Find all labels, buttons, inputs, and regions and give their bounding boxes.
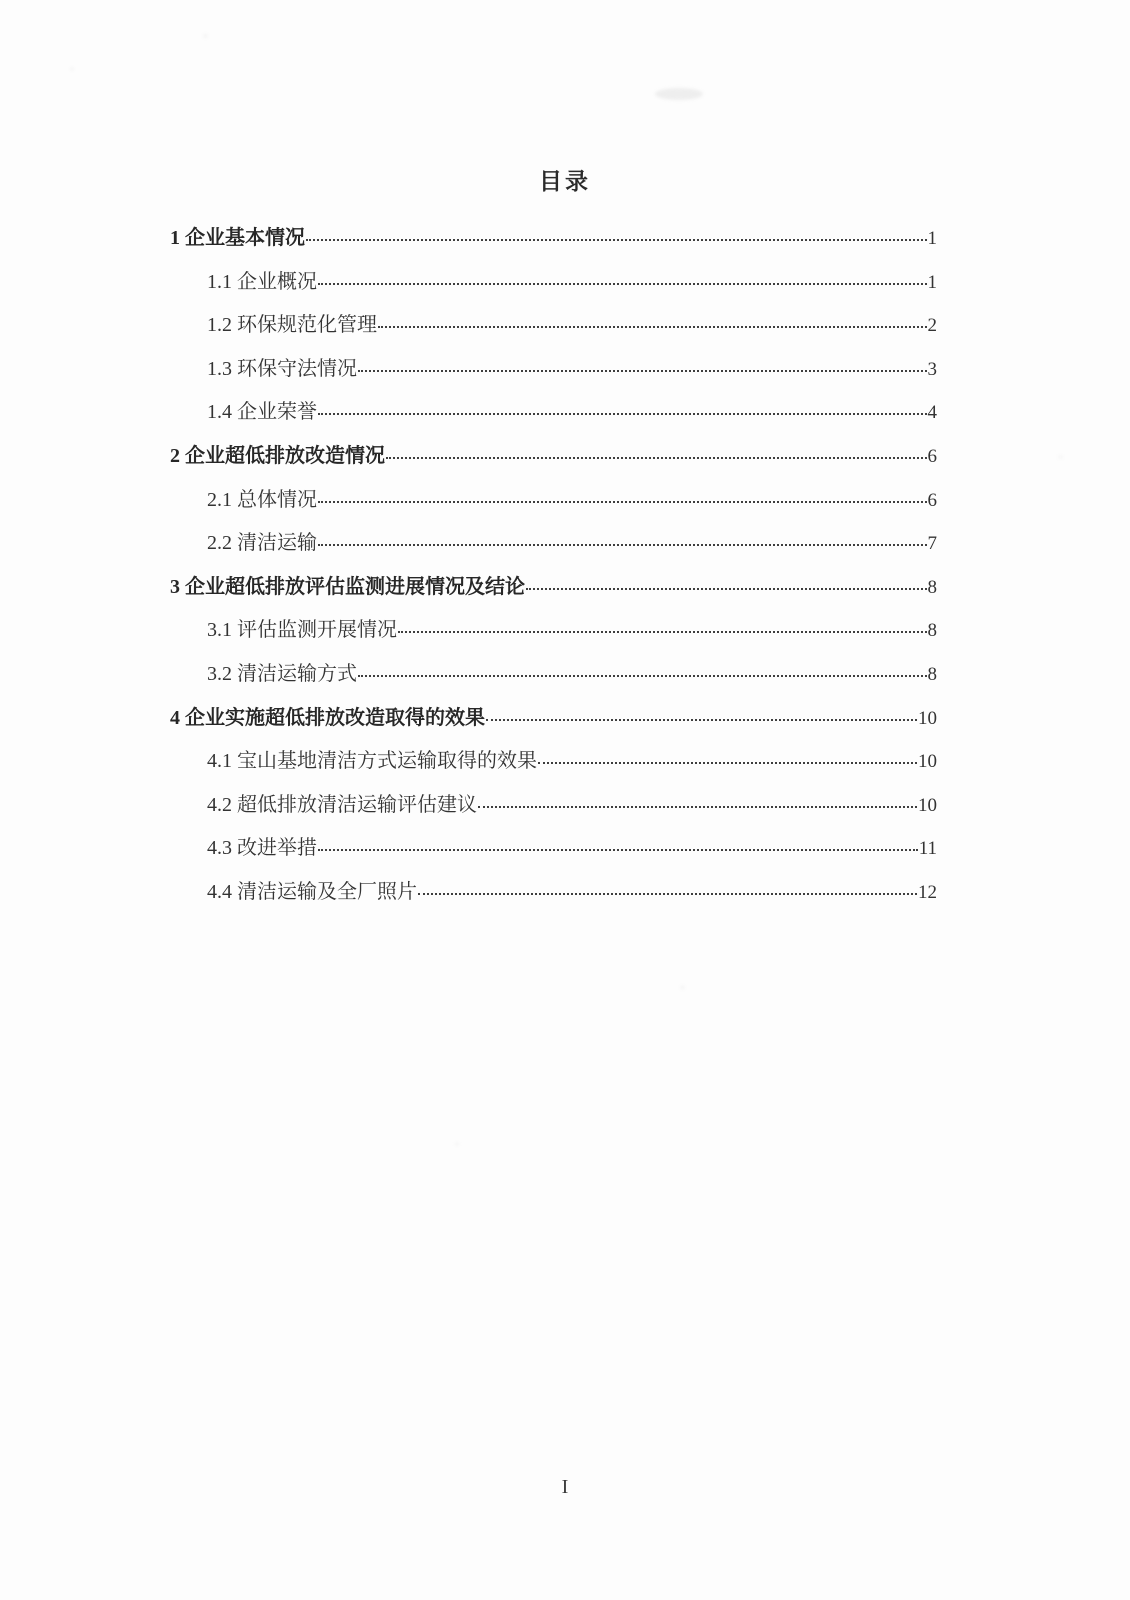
toc-list bbox=[170, 221, 937, 919]
toc-entry-label: 4.1 宝山基地清洁方式运输取得的效果 bbox=[207, 750, 537, 773]
toc-entry bbox=[170, 308, 937, 352]
toc-entry-label: 3.1 评估监测开展情况 bbox=[207, 619, 397, 642]
toc-entry bbox=[170, 352, 937, 396]
toc-leader-dots bbox=[526, 588, 927, 590]
toc-entry-label: 4.2 超低排放清洁运输评估建议 bbox=[207, 793, 477, 816]
toc-entry-page: 12 bbox=[918, 881, 937, 903]
toc-entry bbox=[170, 831, 937, 875]
toc-entry-page: 10 bbox=[918, 707, 937, 729]
toc-entry bbox=[170, 526, 937, 570]
scan-speck bbox=[455, 1142, 459, 1146]
toc-entry-label: 4.3 改进举措 bbox=[207, 837, 317, 860]
toc-entry bbox=[170, 221, 937, 265]
toc-leader-dots bbox=[478, 806, 917, 808]
toc-entry bbox=[170, 613, 937, 657]
toc-entry-page: 3 bbox=[927, 358, 937, 380]
toc-entry-label: 2 企业超低排放改造情况 bbox=[170, 444, 385, 467]
toc-entry-label: 1.3 环保守法情况 bbox=[207, 357, 357, 380]
toc-entry-label: 1.1 企业概况 bbox=[207, 270, 317, 293]
toc-entry-page: 6 bbox=[927, 489, 937, 511]
toc-leader-dots bbox=[318, 501, 927, 503]
toc-entry-page: 8 bbox=[927, 663, 937, 685]
toc-entry-page: 4 bbox=[927, 402, 937, 424]
toc-entry bbox=[170, 570, 937, 614]
toc-entry bbox=[170, 439, 937, 483]
toc-entry-page: 10 bbox=[918, 794, 937, 816]
scan-speck bbox=[680, 985, 685, 990]
toc-entry-label: 1.2 环保规范化管理 bbox=[207, 314, 377, 337]
toc-entry bbox=[170, 788, 937, 832]
toc-leader-dots bbox=[358, 370, 927, 372]
toc-entry-page: 2 bbox=[927, 315, 937, 337]
toc-entry-label: 4.4 清洁运输及全厂照片 bbox=[207, 880, 417, 903]
toc-entry-label: 3.2 清洁运输方式 bbox=[207, 662, 357, 685]
toc-leader-dots bbox=[318, 849, 918, 851]
page-number-footer: I bbox=[561, 1476, 569, 1498]
toc-entry-page: 8 bbox=[927, 620, 937, 642]
toc-entry bbox=[170, 875, 937, 919]
scan-smudge bbox=[655, 88, 703, 100]
toc-leader-dots bbox=[318, 283, 927, 285]
toc-leader-dots bbox=[358, 675, 927, 677]
toc-entry bbox=[170, 701, 937, 745]
scan-speck bbox=[70, 67, 74, 71]
toc-leader-dots bbox=[486, 719, 917, 721]
toc-leader-dots bbox=[418, 893, 917, 895]
toc-leader-dots bbox=[386, 457, 927, 459]
toc-leader-dots bbox=[318, 544, 927, 546]
toc-entry-label: 2.2 清洁运输 bbox=[207, 532, 317, 555]
toc-entry bbox=[170, 395, 937, 439]
toc-entry-page: 1 bbox=[927, 271, 937, 293]
toc-entry-label: 4 企业实施超低排放改造取得的效果 bbox=[170, 706, 485, 729]
toc-entry-page: 7 bbox=[927, 533, 937, 555]
toc-entry bbox=[170, 483, 937, 527]
toc-entry-label: 2.1 总体情况 bbox=[207, 488, 317, 511]
toc-entry-page: 11 bbox=[918, 838, 937, 860]
toc-entry-label: 3 企业超低排放评估监测进展情况及结论 bbox=[170, 575, 525, 598]
toc-entry-page: 10 bbox=[918, 751, 937, 773]
toc-entry bbox=[170, 744, 937, 788]
toc-leader-dots bbox=[398, 631, 927, 633]
scan-speck bbox=[1058, 455, 1063, 459]
toc-title: 目录 bbox=[539, 169, 591, 194]
toc-entry-page: 8 bbox=[927, 576, 937, 598]
toc-entry-label: 1.4 企业荣誉 bbox=[207, 401, 317, 424]
toc-entry-page: 1 bbox=[927, 228, 937, 249]
toc-entry-page: 6 bbox=[927, 445, 937, 467]
toc-entry bbox=[170, 265, 937, 309]
toc-leader-dots bbox=[306, 239, 927, 241]
toc-entry-label: 1 企业基本情况 bbox=[170, 227, 305, 249]
toc-leader-dots bbox=[378, 326, 927, 328]
toc-leader-dots bbox=[318, 413, 927, 415]
scan-speck bbox=[203, 34, 208, 38]
toc-leader-dots bbox=[538, 762, 917, 764]
toc-entry bbox=[170, 657, 937, 701]
